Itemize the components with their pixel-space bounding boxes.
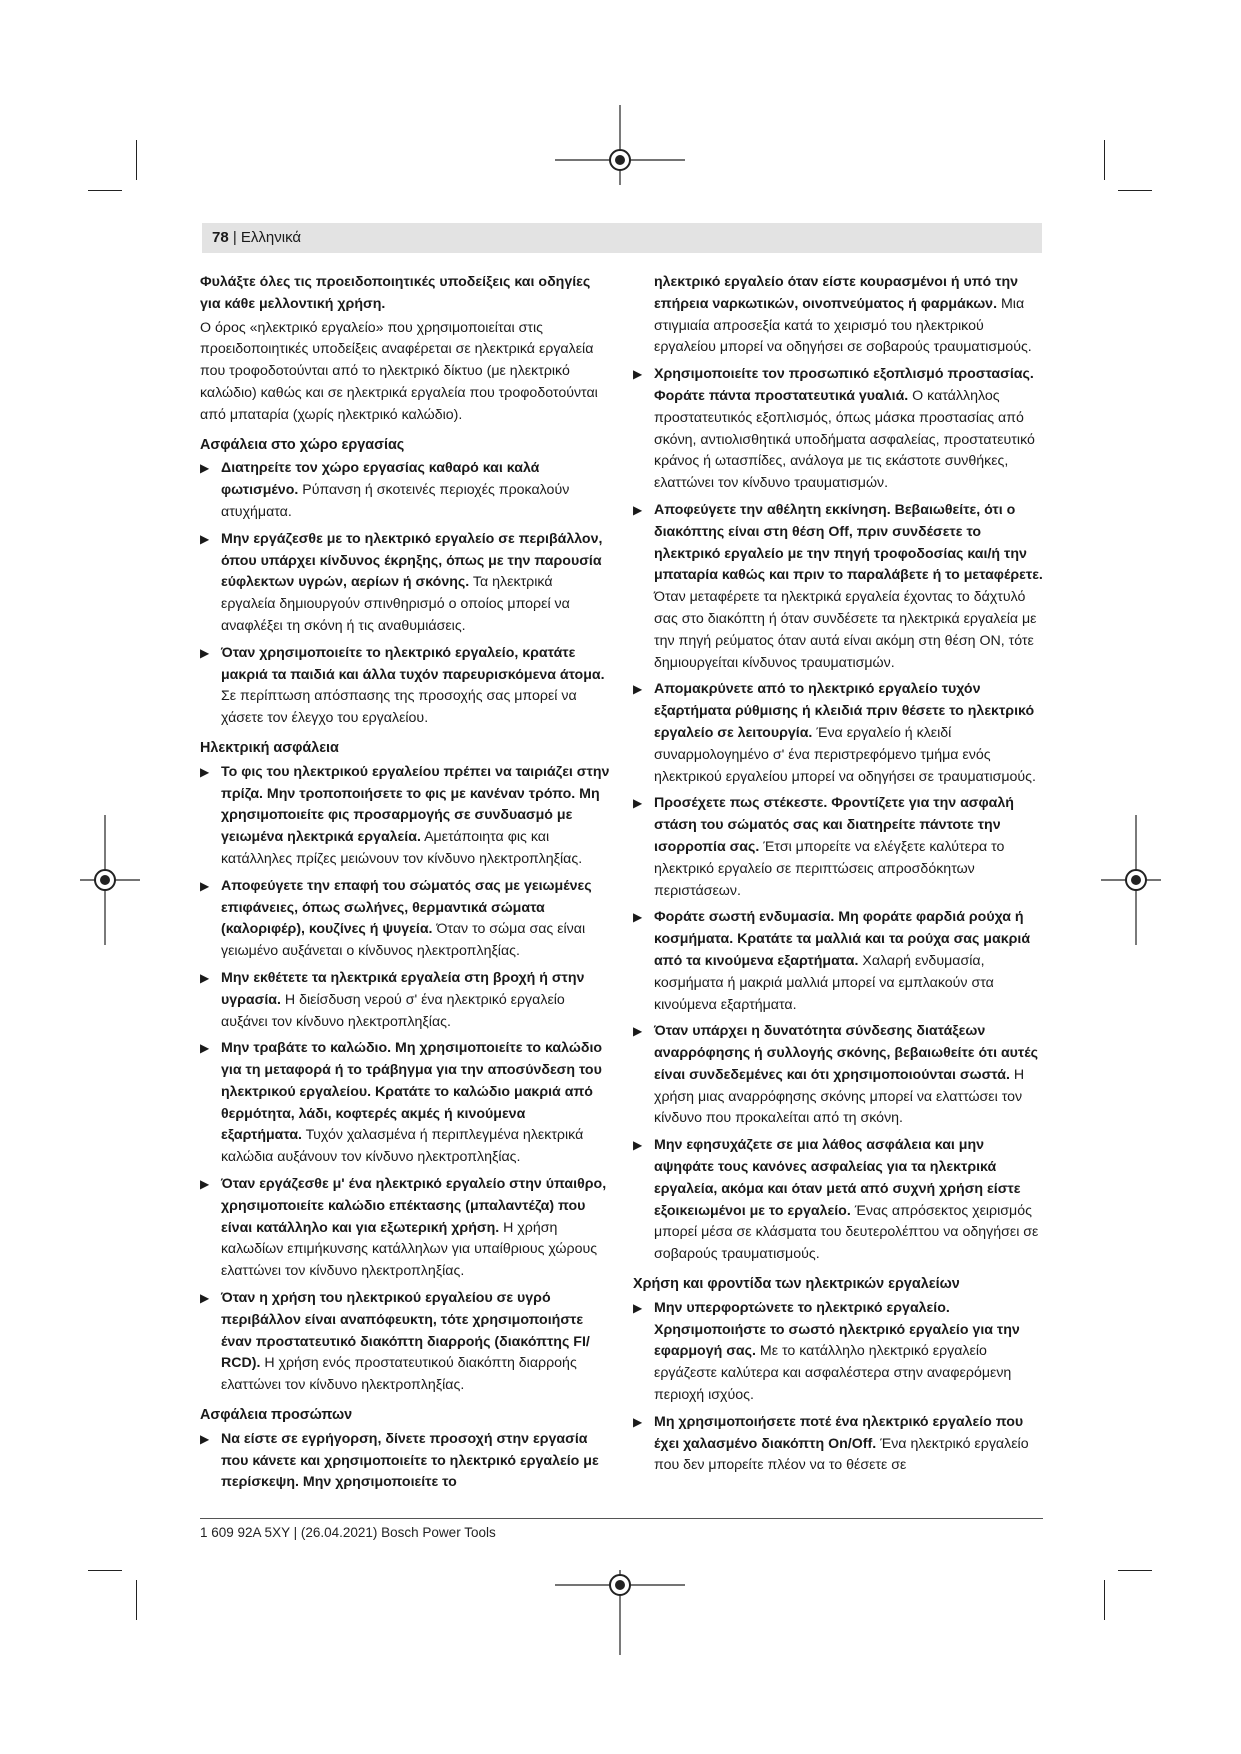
list-item: ▶ Μην εφησυχάζετε σε μια λάθος ασφάλεια και μην αψηφάτε τους κανόνες ασφαλείας για τα ηλεκτρικά εργαλεία, ακόμα και όταν μετά από συχνή χρήση είστε εξοικειωμένοι με το εργαλείο. Ένας απρόσεκτος χειρισμός μπορεί μέσα σε κλάσματα του δευτερολέπτου να οδηγήσει σε σοβαρούς τραυματισμούς. (633, 1137, 1039, 1263)
bullet-arrow-icon: ▶ (200, 1431, 210, 1446)
bullet-arrow-icon: ▶ (633, 367, 643, 382)
list-item: ▶ Χρησιμοποιείτε τον προσωπικό εξοπλισμό προστασίας. Φοράτε πάντα προστατευτικά γυαλιά. Ο κατάλληλος προστατευτικός εξοπλισμός, όπως μάσκα προστασίας από σκόνη, αντιολισθητικά υποδήματα ασφαλείας, προστατευτικό κράνος ή ωτασπίδες, ανάλογα με τις εκάστοτε συνθήκες, ελαττώνει τον κίνδυνο τραυματισμών. (633, 366, 1035, 492)
bullet-arrow-icon: ▶ (200, 1291, 210, 1306)
right-column (633, 272, 1043, 1482)
list-item: ▶ Όταν χρησιμοποιείτε το ηλεκτρικό εργαλείο, κρατάτε μακριά τα παιδιά και άλλα τυχόν παρευρισκόμενα άτομα. Σε περίπτωση απόσπασης της προσοχής σας μπορεί να χάσετε τον έλεγχο του εργαλείου. (200, 644, 605, 727)
crop-mark (88, 190, 122, 191)
section-title-electrical-safety: Ηλεκτρική ασφάλεια (200, 739, 339, 756)
list-item-continued: ηλεκτρικό εργαλείο όταν είστε κουρασμένοι ή υπό την επήρεια ναρκωτικών, οινοπνεύματος ή φαρμάκων. Μια στιγμιαία απροσεξία κατά το χειρισμό του ηλεκτρικού εργαλείου μπορεί να οδηγήσει σε σοβαρούς τραυματισμούς. (654, 274, 1032, 356)
page-header (212, 229, 301, 246)
registration-mark-bottom (555, 1545, 685, 1655)
bullet-arrow-icon: ▶ (200, 461, 210, 476)
header-language: Ελληνικά (240, 229, 302, 246)
crop-mark (136, 140, 137, 180)
intro-heading: Φυλάξτε όλες τις προειδοποιητικές υποδείξεις και οδηγίες για κάθε μελλοντική χρήση. (200, 274, 591, 312)
bullet-arrow-icon: ▶ (633, 1414, 643, 1429)
list-item: ▶ Να είστε σε εγρήγορση, δίνετε προσοχή στην εργασία που κάνετε και χρησιμοποιείτε το ηλεκτρικό εργαλείο με περίσκεψη. Μην χρησιμοποιείτε το (200, 1430, 599, 1491)
list-item: ▶ Όταν εργάζεσθε μ' ένα ηλεκτρικό εργαλείο στην ύπαιθρο, χρησιμοποιείτε καλώδιο επέκτασης (μπαλαντέζα) που είναι κατάλληλο και για εξωτερική χρήση. Η χρήση καλωδίων επιμήκυνσης κατάλληλων για υπαίθριους χώρους ελαττώνει τον κίνδυνο ηλεκτροπληξίας. (200, 1176, 607, 1280)
page-header-bar (202, 223, 1042, 253)
footer-divider (200, 1518, 1043, 1519)
crop-mark (88, 1570, 122, 1571)
bullet-arrow-icon: ▶ (200, 1041, 210, 1056)
list-item: ▶ Μην υπερφορτώνετε το ηλεκτρικό εργαλείο. Χρησιμοποιήστε το σωστό ηλεκτρικό εργαλείο για την εφαρμογή σας. Με το κατάλληλο ηλεκτρικό εργαλείο εργάζεστε καλύτερα και ασφαλέστερα στην αναφερόμενη περιοχή ισχύος. (633, 1299, 1020, 1404)
bullet-arrow-icon: ▶ (633, 682, 643, 697)
list-item: ▶ Όταν υπάρχει η δυνατότητα σύνδεσης διατάξεων αναρρόφησης ή συλλογής σκόνης, βεβαιωθείτε ότι αυτές είναι συνδεδεμένες και ότι χρησιμοποιούνται σωστά. Η χρήση μιας αναρρόφησης σκόνης μπορεί να ελαττώσει τον κίνδυνο που προκαλείται από τη σκόνη. (633, 1023, 1039, 1127)
section-title-tool-use-care: Χρήση και φροντίδα των ηλεκτρικών εργαλείων (633, 1276, 960, 1293)
registration-mark-left (80, 815, 140, 945)
crop-mark (1104, 1580, 1105, 1620)
list-item: ▶ Το φις του ηλεκτρικού εργαλείου πρέπει να ταιριάζει στην πρίζα. Μην τροποποιήσετε το φις με κανέναν τρόπο. Μη χρησιμοποιείτε φις προσαρμογής σε συνδυασμό με γειωμένα ηλεκτρικά εργαλεία. Αμετάποιητα φις και κατάλληλες πρίζες μειώνουν τον κίνδυνο ηλεκτροπληξίας. (200, 763, 610, 867)
bullet-arrow-icon: ▶ (633, 796, 643, 811)
list-item: ▶ Προσέχετε πως στέκεστε. Φροντίζετε για την ασφαλή στάση του σώματός σας και διατηρείτε πάντοτε την ισορροπία σας. Έτσι μπορείτε να ελέγξετε καλύτερα το ηλεκτρικό εργαλείο σε περιπτώσεις απροσδόκητων περιστάσεων. (633, 795, 1014, 899)
bullet-arrow-icon: ▶ (200, 1177, 210, 1192)
crop-mark (1104, 140, 1105, 180)
page-footer: 1 609 92A 5XY | (26.04.2021) Bosch Power Tools (200, 1525, 496, 1540)
list-item: ▶ Αποφεύγετε την επαφή του σώματός σας με γειωμένες επιφάνειες, όπως σωλήνες, θερμαντικά σώματα (καλοριφέρ), κουζίνες ή ψυγεία. Όταν το σώμα σας είναι γειωμένο αυξάνεται ο κίνδυνος ηλεκτροπληξίας. (200, 877, 592, 960)
list-item: ▶ Αποφεύγετε την αθέλητη εκκίνηση. Βεβαιωθείτε, ότι ο διακόπτης είναι στη θέση Off, πριν συνδέσετε το ηλεκτρικό εργαλείο με την πηγή τροφοδοσίας και/ή την μπαταρία καθώς και πριν το παραλάβετε ή το μεταφέρετε. Όταν μεταφέρετε τα ηλεκτρικά εργαλεία έχοντας το δάχτυλό σας στο διακόπτη ή όταν συνδέσετε τα ηλεκτρικά εργαλεία με την πηγή ρεύματος όταν αυτά είναι ακόμη στη θέση ON, τότε δημιουργείται κίνδυνος τραυματισμών. (633, 501, 1043, 671)
crop-mark (136, 1580, 137, 1620)
registration-mark-top (555, 105, 685, 215)
section-title-personal-safety: Ασφάλεια προσώπων (200, 1407, 353, 1424)
header-separator: | (228, 229, 241, 246)
bullet-arrow-icon: ▶ (200, 531, 210, 546)
bullet-arrow-icon: ▶ (633, 1138, 643, 1153)
list-item: ▶ Φοράτε σωστή ενδυμασία. Μη φοράτε φαρδιά ρούχα ή κοσμήματα. Κρατάτε τα μαλλιά και τα ρούχα σας μακριά από τα κινούμενα εξαρτήματα. Χαλαρή ενδυμασία, κοσμήματα ή μακριά μαλλιά μπορεί να εμπλακούν στα κινούμενα εξαρτήματα. (633, 909, 1031, 1013)
left-column (200, 272, 610, 1499)
list-item: ▶ Μην εργάζεσθε με το ηλεκτρικό εργαλείο σε περιβάλλον, όπου υπάρχει κίνδυνος έκρηξης, όπως με την παρουσία εύφλεκτων υγρών, αερίων ή σκόνης. Τα ηλεκτρικά εργαλεία δημιουργούν σπινθηρισμό ο οποίος μπορεί να αναφλέξει τη σκόνη ή τις αναθυμιάσεις. (200, 530, 603, 634)
bullet-arrow-icon: ▶ (633, 910, 643, 925)
bullet-arrow-icon: ▶ (200, 764, 210, 779)
bullet-arrow-icon: ▶ (633, 1300, 643, 1315)
list-item: ▶ Μην εκθέτετε τα ηλεκτρικά εργαλεία στη βροχή ή στην υγρασία. Η διείσδυση νερού σ' ένα ηλεκτρικό εργαλείο αυξάνει τον κίνδυνο ηλεκτροπληξίας. (200, 969, 585, 1030)
section-title-work-area: Ασφάλεια στο χώρο εργασίας (200, 436, 405, 453)
list-item: ▶ Μην τραβάτε το καλώδιο. Μη χρησιμοποιείτε το καλώδιο για τη μεταφορά ή το τράβηγμα για την αποσύνδεση του ηλεκτρικού εργαλείου. Κρατάτε το καλώδιο μακριά από θερμότητα, λάδι, κοφτερές ακμές ή κινούμενα εξαρτήματα. Τυχόν χαλασμένα ή περιπλεγμένα ηλεκτρικά καλώδια αυξάνουν τον κίνδυνο ηλεκτροπληξίας. (200, 1040, 603, 1166)
bullet-arrow-icon: ▶ (200, 970, 210, 985)
bullet-arrow-icon: ▶ (633, 502, 643, 517)
crop-mark (1118, 1570, 1152, 1571)
registration-mark-right (1101, 815, 1161, 945)
page-number: 78 (212, 229, 229, 246)
intro-text: Ο όρος «ηλεκτρικό εργαλείο» που χρησιμοποιείται στις προειδοποιητικές υποδείξεις αναφέρεται σε ηλεκτρικά εργαλεία που τροφοδοτούνται από το ηλεκτρικό δίκτυο (με ηλεκτρικό καλώδιο) καθώς και σε ηλεκτρικά εργαλεία που τροφοδοτούνται από μπαταρία (χωρίς ηλεκτρικό καλώδιο). (200, 319, 598, 423)
bullet-arrow-icon: ▶ (200, 878, 210, 893)
crop-mark (1118, 190, 1152, 191)
list-item: ▶ Απομακρύνετε από το ηλεκτρικό εργαλείο τυχόν εξαρτήματα ρύθμισης ή κλειδιά πριν θέσετε το ηλεκτρικό εργαλείο σε λειτουργία. Ένα εργαλείο ή κλειδί συναρμολογημένο σ' ένα περιστρεφόμενο τμήμα ενός ηλεκτρικού εργαλείου μπορεί να οδηγήσει σε τραυματισμούς. (633, 681, 1036, 785)
bullet-arrow-icon: ▶ (200, 645, 210, 660)
bullet-arrow-icon: ▶ (633, 1024, 643, 1039)
list-item: ▶ Διατηρείτε τον χώρο εργασίας καθαρό και καλά φωτισμένο. Ρύπανση ή σκοτεινές περιοχές προκαλούν ατυχήματα. (200, 460, 570, 520)
list-item: ▶ Όταν η χρήση του ηλεκτρικού εργαλείου σε υγρό περιβάλλον είναι αναπόφευκτη, τότε χρησιμοποιήστε έναν προστατευτικό διακόπτη διαρροής (διακόπτης FI/ RCD). Η χρήση ενός προστατευτικού διακόπτη διαρροής ελαττώνει τον κίνδυνο ηλεκτροπληξίας. (200, 1290, 590, 1394)
list-item: ▶ Μη χρησιμοποιήσετε ποτέ ένα ηλεκτρικό εργαλείο που έχει χαλασμένο διακόπτη On/Off. Ένα ηλεκτρικό εργαλείο που δεν μπορείτε πλέον να το θέσετε σε (633, 1413, 1029, 1474)
